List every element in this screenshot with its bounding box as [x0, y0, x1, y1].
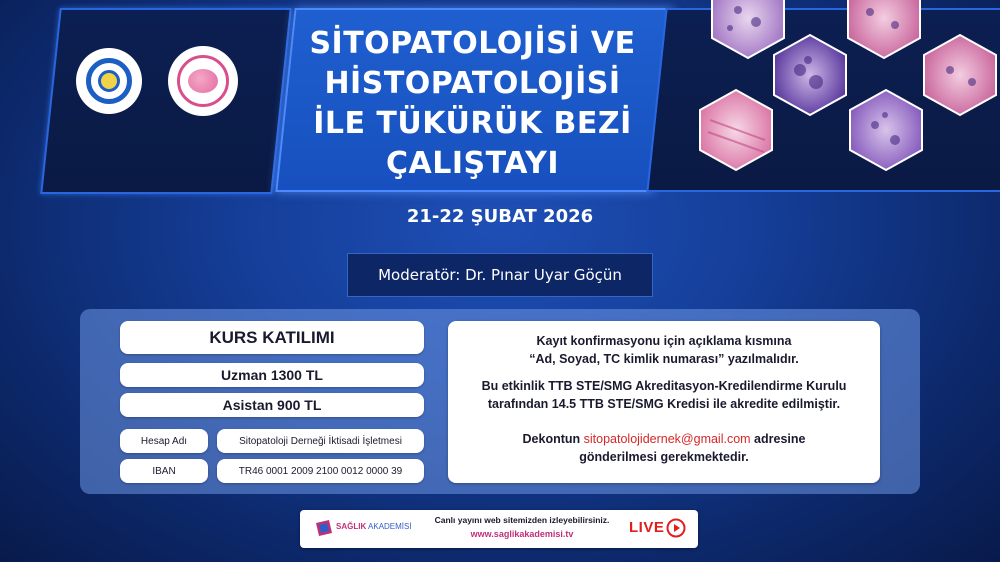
registration-info-card: [448, 321, 880, 483]
accreditation-line-1: Bu etkinlik TTB STE/SMG Akreditasyon-Kredilendirme Kurulu: [481, 379, 847, 393]
accreditation-line-2: tarafından 14.5 TTB STE/SMG Kredisi ile akredite edilmiştir.: [487, 397, 841, 411]
receipt-prefix: Dekontun: [522, 432, 584, 446]
live-stream-note: Canlı yayını web sitemizden izleyebilirsiniz.: [434, 515, 610, 525]
registration-line-1: Kayıt konfirmasyonu için açıklama kısmına: [536, 334, 792, 348]
registration-line-2: “Ad, Soyad, TC kimlik numarası” yazılmalıdır.: [529, 352, 799, 366]
hexagon-image-7: [850, 90, 922, 170]
sitopatoloji-dernegi-logo-icon: [76, 48, 142, 114]
title-line-1: SİTOPATOLOJİSİ VE: [309, 26, 636, 61]
logo-panel: [40, 8, 292, 194]
title-line-2: HİSTOPATOLOJİSİ: [324, 66, 621, 101]
course-title: KURS KATILIMI: [120, 321, 424, 354]
contact-email-link[interactable]: sitopatolojidernek@gmail.com: [583, 432, 751, 446]
hexagon-image-1: [712, 0, 784, 58]
moderator-text: Moderatör: Dr. Pınar Uyar Göçün: [378, 266, 622, 284]
brand-name-part2: AKADEMİSİ: [366, 522, 412, 531]
play-icon[interactable]: [666, 518, 686, 538]
iban-label: IBAN: [120, 459, 208, 483]
title-line-3: İLE TÜKÜRÜK BEZİ: [313, 106, 632, 141]
moderator-box: [347, 253, 653, 297]
live-label: LIVE: [629, 519, 665, 536]
pathology-federation-logo-icon: [168, 46, 238, 116]
receipt-instruction: [458, 430, 870, 466]
price-assistant: Asistan 900 TL: [120, 393, 424, 417]
histology-hexagon-images: [690, 0, 1000, 190]
price-specialist: Uzman 1300 TL: [120, 363, 424, 387]
event-date: 21-22 ŞUBAT 2026: [406, 206, 594, 227]
iban-value: TR46 0001 2009 2100 0012 0000 39: [217, 459, 424, 483]
hexagon-image-5: [924, 35, 996, 115]
accreditation-text: [458, 377, 870, 413]
brand-name-part1: SAĞLIK: [336, 522, 367, 531]
website-link[interactable]: www.saglikakademisi.tv: [470, 529, 574, 539]
receipt-suffix: adresine: [750, 432, 806, 446]
hexagon-image-3: [774, 35, 846, 115]
receipt-line-2: gönderilmesi gerekmektedir.: [579, 450, 749, 464]
registration-instruction: [458, 332, 870, 368]
event-title: [300, 24, 645, 184]
account-name-label: Hesap Adı: [120, 429, 208, 453]
saglik-akademisi-logo-icon: [315, 519, 333, 537]
brand-name: [336, 522, 412, 531]
title-line-4: ÇALIŞTAYI: [386, 146, 559, 181]
account-name-value: Sitopatoloji Derneği İktisadi İşletmesi: [217, 429, 424, 453]
